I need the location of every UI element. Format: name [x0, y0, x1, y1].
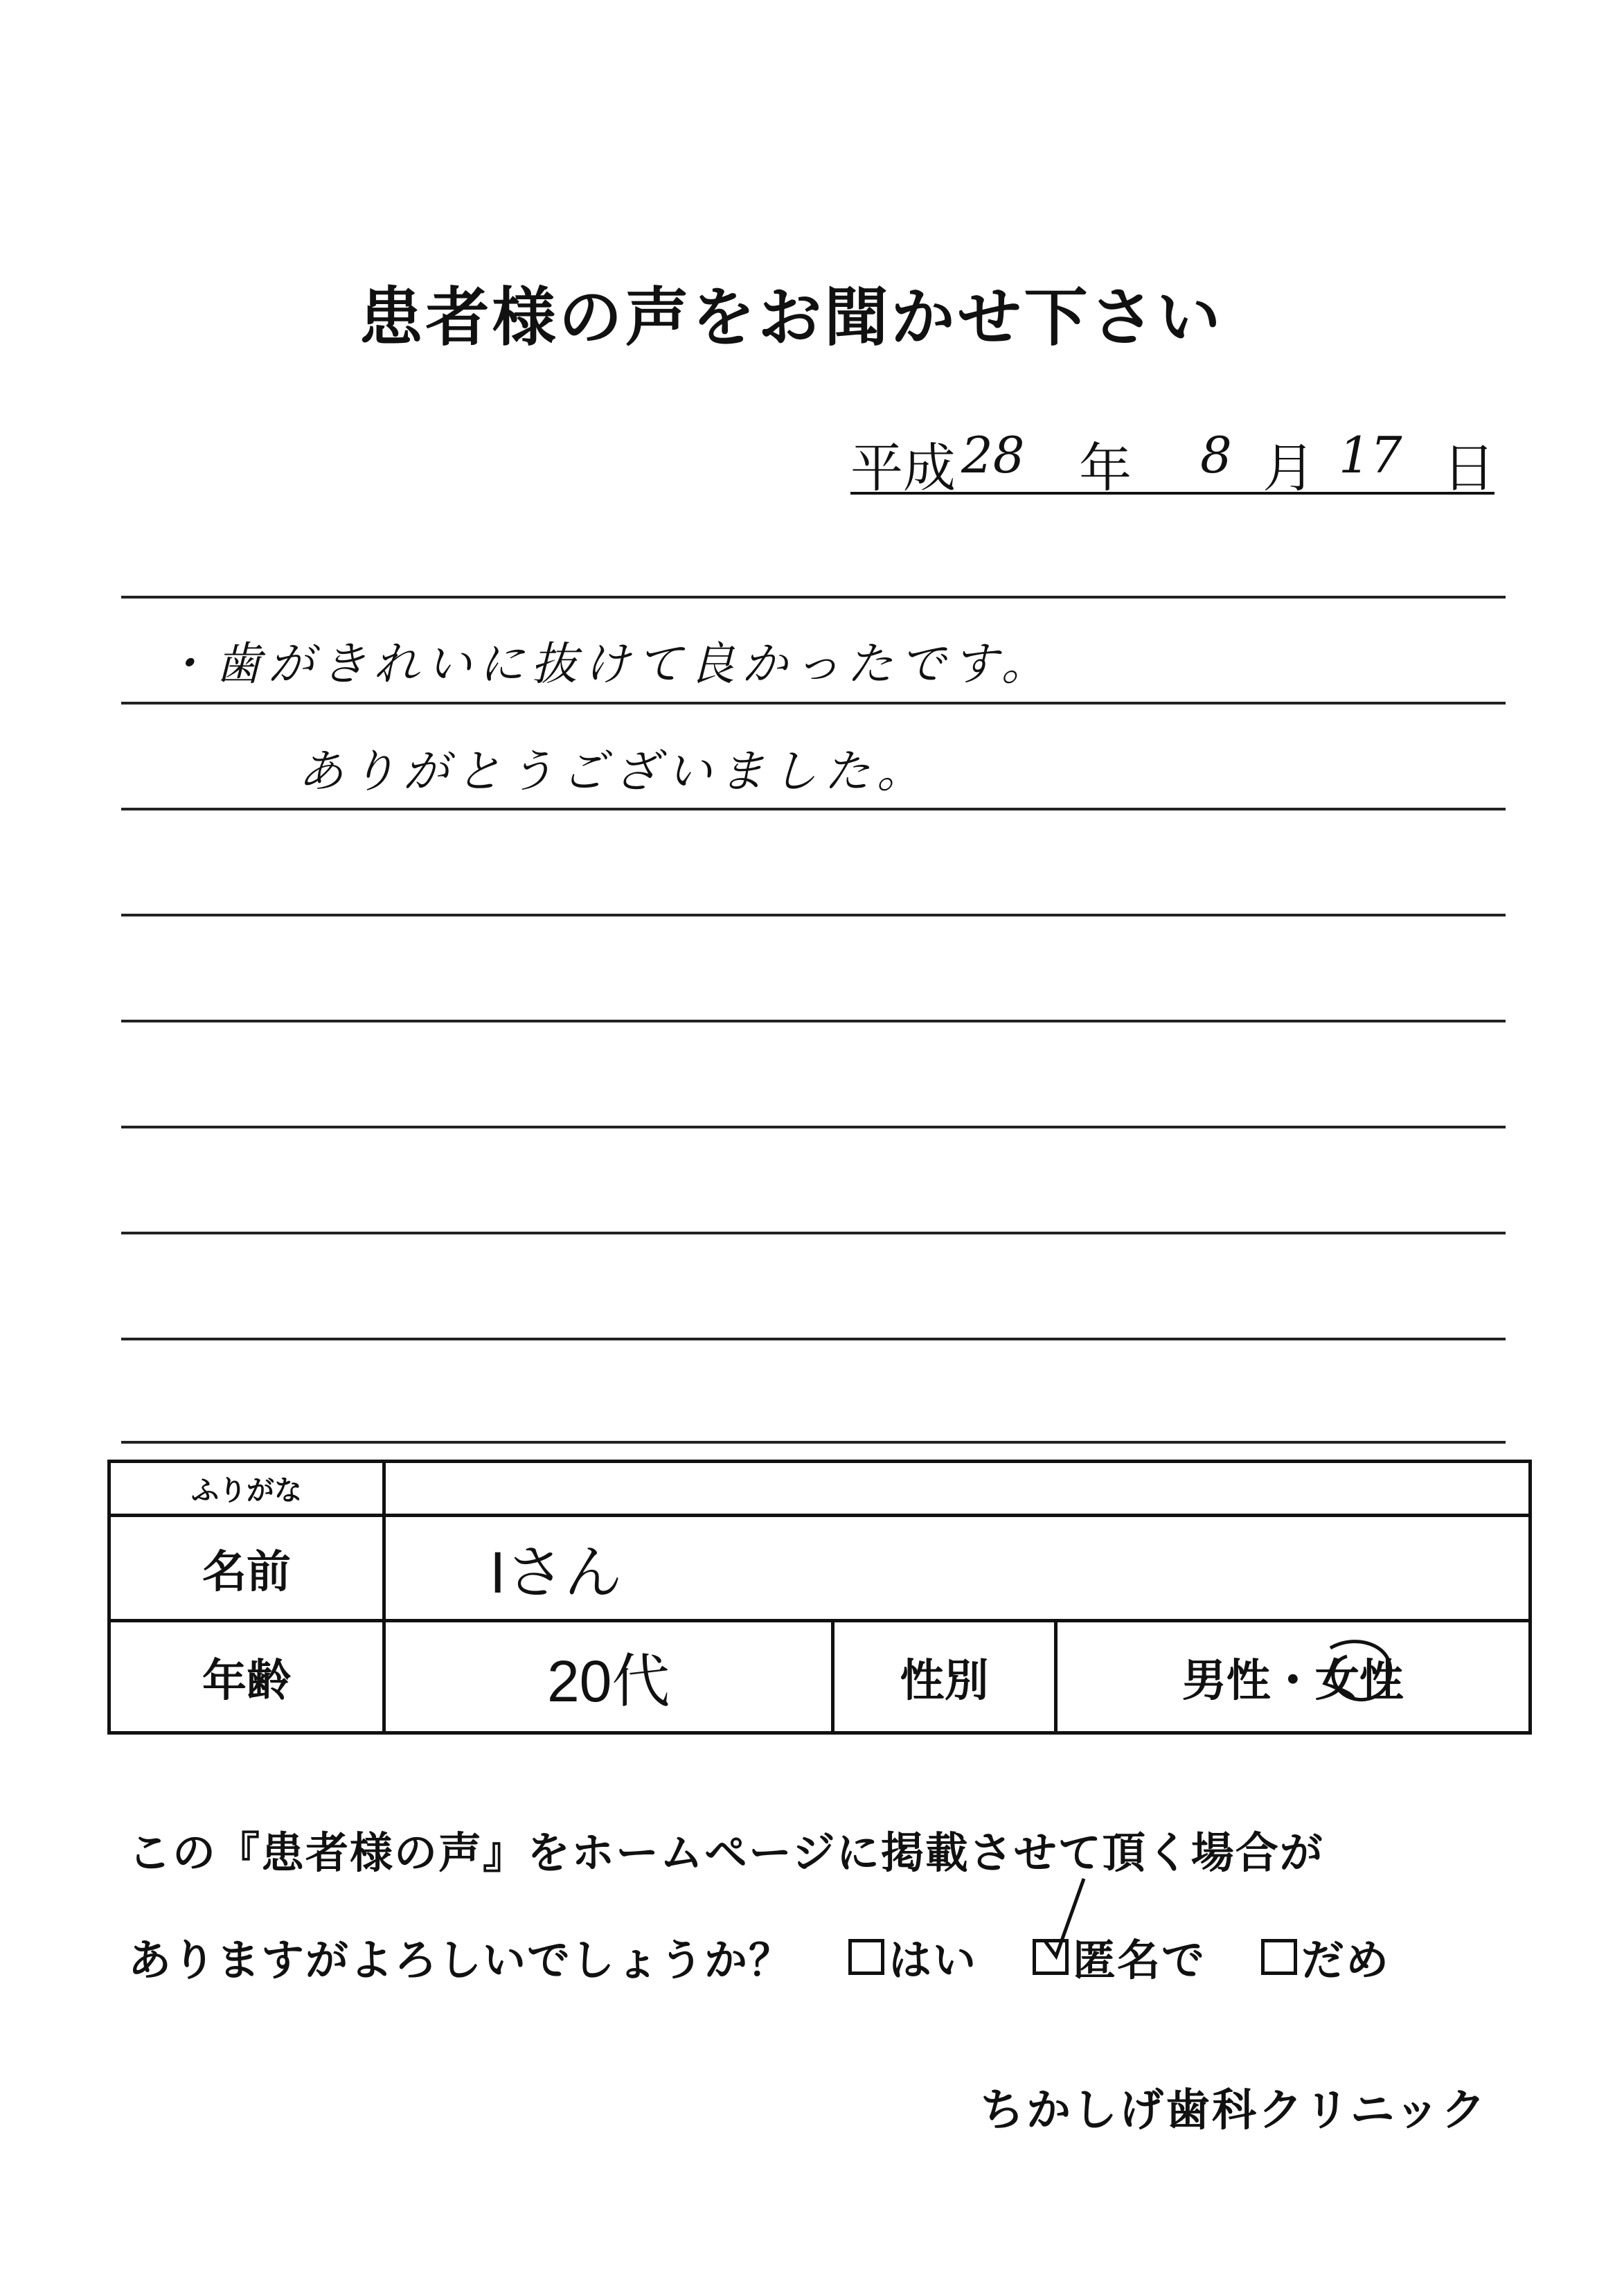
date-era: 平成 [850, 437, 956, 499]
comment-rule [121, 596, 1506, 599]
comment-rule [121, 1020, 1506, 1022]
comment-rule [121, 808, 1506, 810]
consent-option-no-label: だめ [1301, 1935, 1391, 1985]
name-label: 名前 [109, 1516, 384, 1621]
gender-male-option[interactable]: 男性 [1181, 1655, 1271, 1707]
comment-rule [121, 702, 1506, 705]
date-year-label: 年 [1079, 437, 1132, 499]
consent-question-line-2 [128, 1926, 1390, 1987]
selected-circle-icon [1311, 1636, 1408, 1710]
gender-female-label: 女性 [1314, 1655, 1404, 1707]
date-month: 8 [1200, 426, 1232, 484]
comment-rule [121, 1126, 1506, 1128]
consent-option-anonymous[interactable] [1033, 1926, 1206, 1987]
furigana-value [384, 1462, 1531, 1516]
comment-line-2: ありがとうございました。 [298, 745, 929, 798]
consent-option-yes[interactable] [848, 1926, 977, 1987]
consent-option-no[interactable] [1261, 1926, 1390, 1987]
comment-rule [121, 914, 1506, 916]
consent-option-yes-label: はい [889, 1935, 978, 1985]
consent-question-text: ありますがよろしいでしょうか？ [128, 1935, 794, 1985]
checkbox-icon[interactable] [848, 1939, 884, 1975]
gender-label: 性別 [833, 1621, 1055, 1733]
date-day-label: 日 [1443, 437, 1495, 499]
comment-rule [121, 1232, 1506, 1234]
patient-info-table [107, 1460, 1532, 1735]
comment-rule [121, 1441, 1506, 1444]
date-year: 28 [961, 426, 1025, 484]
check-mark-icon [1038, 1872, 1094, 1962]
clinic-name: ちかしげ歯科クリニック [980, 2085, 1488, 2136]
gender-options [1055, 1621, 1530, 1733]
date-field [850, 419, 1495, 499]
consent-question-line-1: この『患者様の声』をホームページに掲載させて頂く場合が [128, 1827, 1324, 1878]
name-value: Iさん [384, 1516, 1531, 1621]
date-month-label: 月 [1262, 437, 1315, 499]
checkbox-icon[interactable] [1261, 1939, 1297, 1975]
gender-female-option[interactable] [1315, 1645, 1404, 1709]
gender-separator: ・ [1270, 1655, 1315, 1707]
comment-line-1: ・歯がきれいに抜けて良かったです。 [163, 637, 1054, 691]
furigana-label: ふりがな [109, 1462, 384, 1516]
date-day: 17 [1339, 426, 1402, 484]
comment-rule [121, 1338, 1506, 1340]
form-title: 患者様の声をお聞かせ下さい [359, 281, 1224, 355]
age-label: 年齢 [109, 1621, 384, 1733]
consent-option-anonymous-label: 匿名で [1073, 1935, 1206, 1985]
age-value: 20代 [384, 1621, 833, 1733]
